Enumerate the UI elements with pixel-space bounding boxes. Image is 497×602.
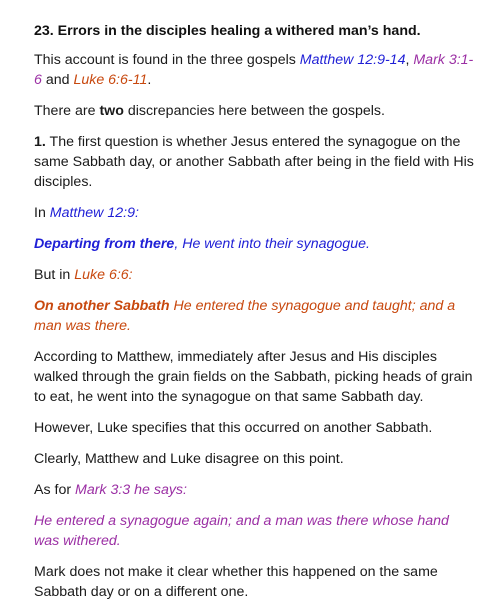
clearly-paragraph: Clearly, Matthew and Luke disagree on this point. xyxy=(34,451,344,467)
mark-verse-reference[interactable]: Mark 3:3 he says: xyxy=(75,482,187,498)
mark-quote: He entered a synagogue again; and a man was there whose hand was withered. xyxy=(34,513,449,549)
discrepancies-paragraph xyxy=(34,101,474,121)
discrepancies-before: There are xyxy=(34,103,100,119)
mark-reference-link[interactable]: Mark 3:1-6 xyxy=(34,52,474,88)
luke-reference-link[interactable]: Luke 6:6-11 xyxy=(73,72,148,88)
matthew-quote xyxy=(34,234,474,254)
as-for-paragraph xyxy=(34,480,474,500)
intro-paragraph xyxy=(34,50,474,90)
but-luke-prefix: But in xyxy=(34,267,75,283)
matthew-reference-link[interactable]: Matthew 12:9-14 xyxy=(299,52,406,68)
as-for-prefix: As for xyxy=(34,482,75,498)
matthew-quote-rest: , He went into their synagogue. xyxy=(174,236,370,252)
discrepancies-count: two xyxy=(99,103,124,119)
in-matthew-prefix: In xyxy=(34,205,50,221)
point-one-paragraph xyxy=(34,132,474,192)
intro-separator: , xyxy=(405,52,414,68)
point-one-text: The first question is whether Jesus entered the synagogue on the same Sabbath day, or another Sabbath after being in the field with His disciples. xyxy=(34,134,474,190)
luke-quote-emphasis: On another Sabbath xyxy=(34,298,170,314)
intro-end: . xyxy=(147,72,152,88)
intro-conjunction: and xyxy=(41,72,74,88)
document-page xyxy=(34,21,474,602)
intro-text: This account is found in the three gospels xyxy=(34,52,300,68)
section-heading: 23. Errors in the disciples healing a withered man’s hand. xyxy=(34,23,421,39)
in-matthew-paragraph xyxy=(34,203,474,223)
mark-unclear-paragraph: Mark does not make it clear whether this happened on the same Sabbath day or on a different one. xyxy=(34,564,438,600)
discrepancies-after: discrepancies here between the gospels. xyxy=(123,103,385,119)
however-paragraph: However, Luke specifies that this occurred on another Sabbath. xyxy=(34,420,433,436)
luke-quote-rest: He entered the synagogue and taught; and a man was there. xyxy=(34,298,456,334)
luke-quote xyxy=(34,296,474,336)
but-luke-paragraph xyxy=(34,265,474,285)
according-paragraph: According to Matthew, immediately after Jesus and His disciples walked through the grain fields on the Sabbath, picking heads of grain to eat, he went into the synagogue on that same Sabbath day. xyxy=(34,349,473,405)
matthew-verse-reference[interactable]: Matthew 12:9: xyxy=(49,205,139,221)
matthew-quote-emphasis: Departing from there xyxy=(34,236,175,252)
point-number: 1. xyxy=(34,134,46,150)
luke-verse-reference[interactable]: Luke 6:6: xyxy=(74,267,133,283)
